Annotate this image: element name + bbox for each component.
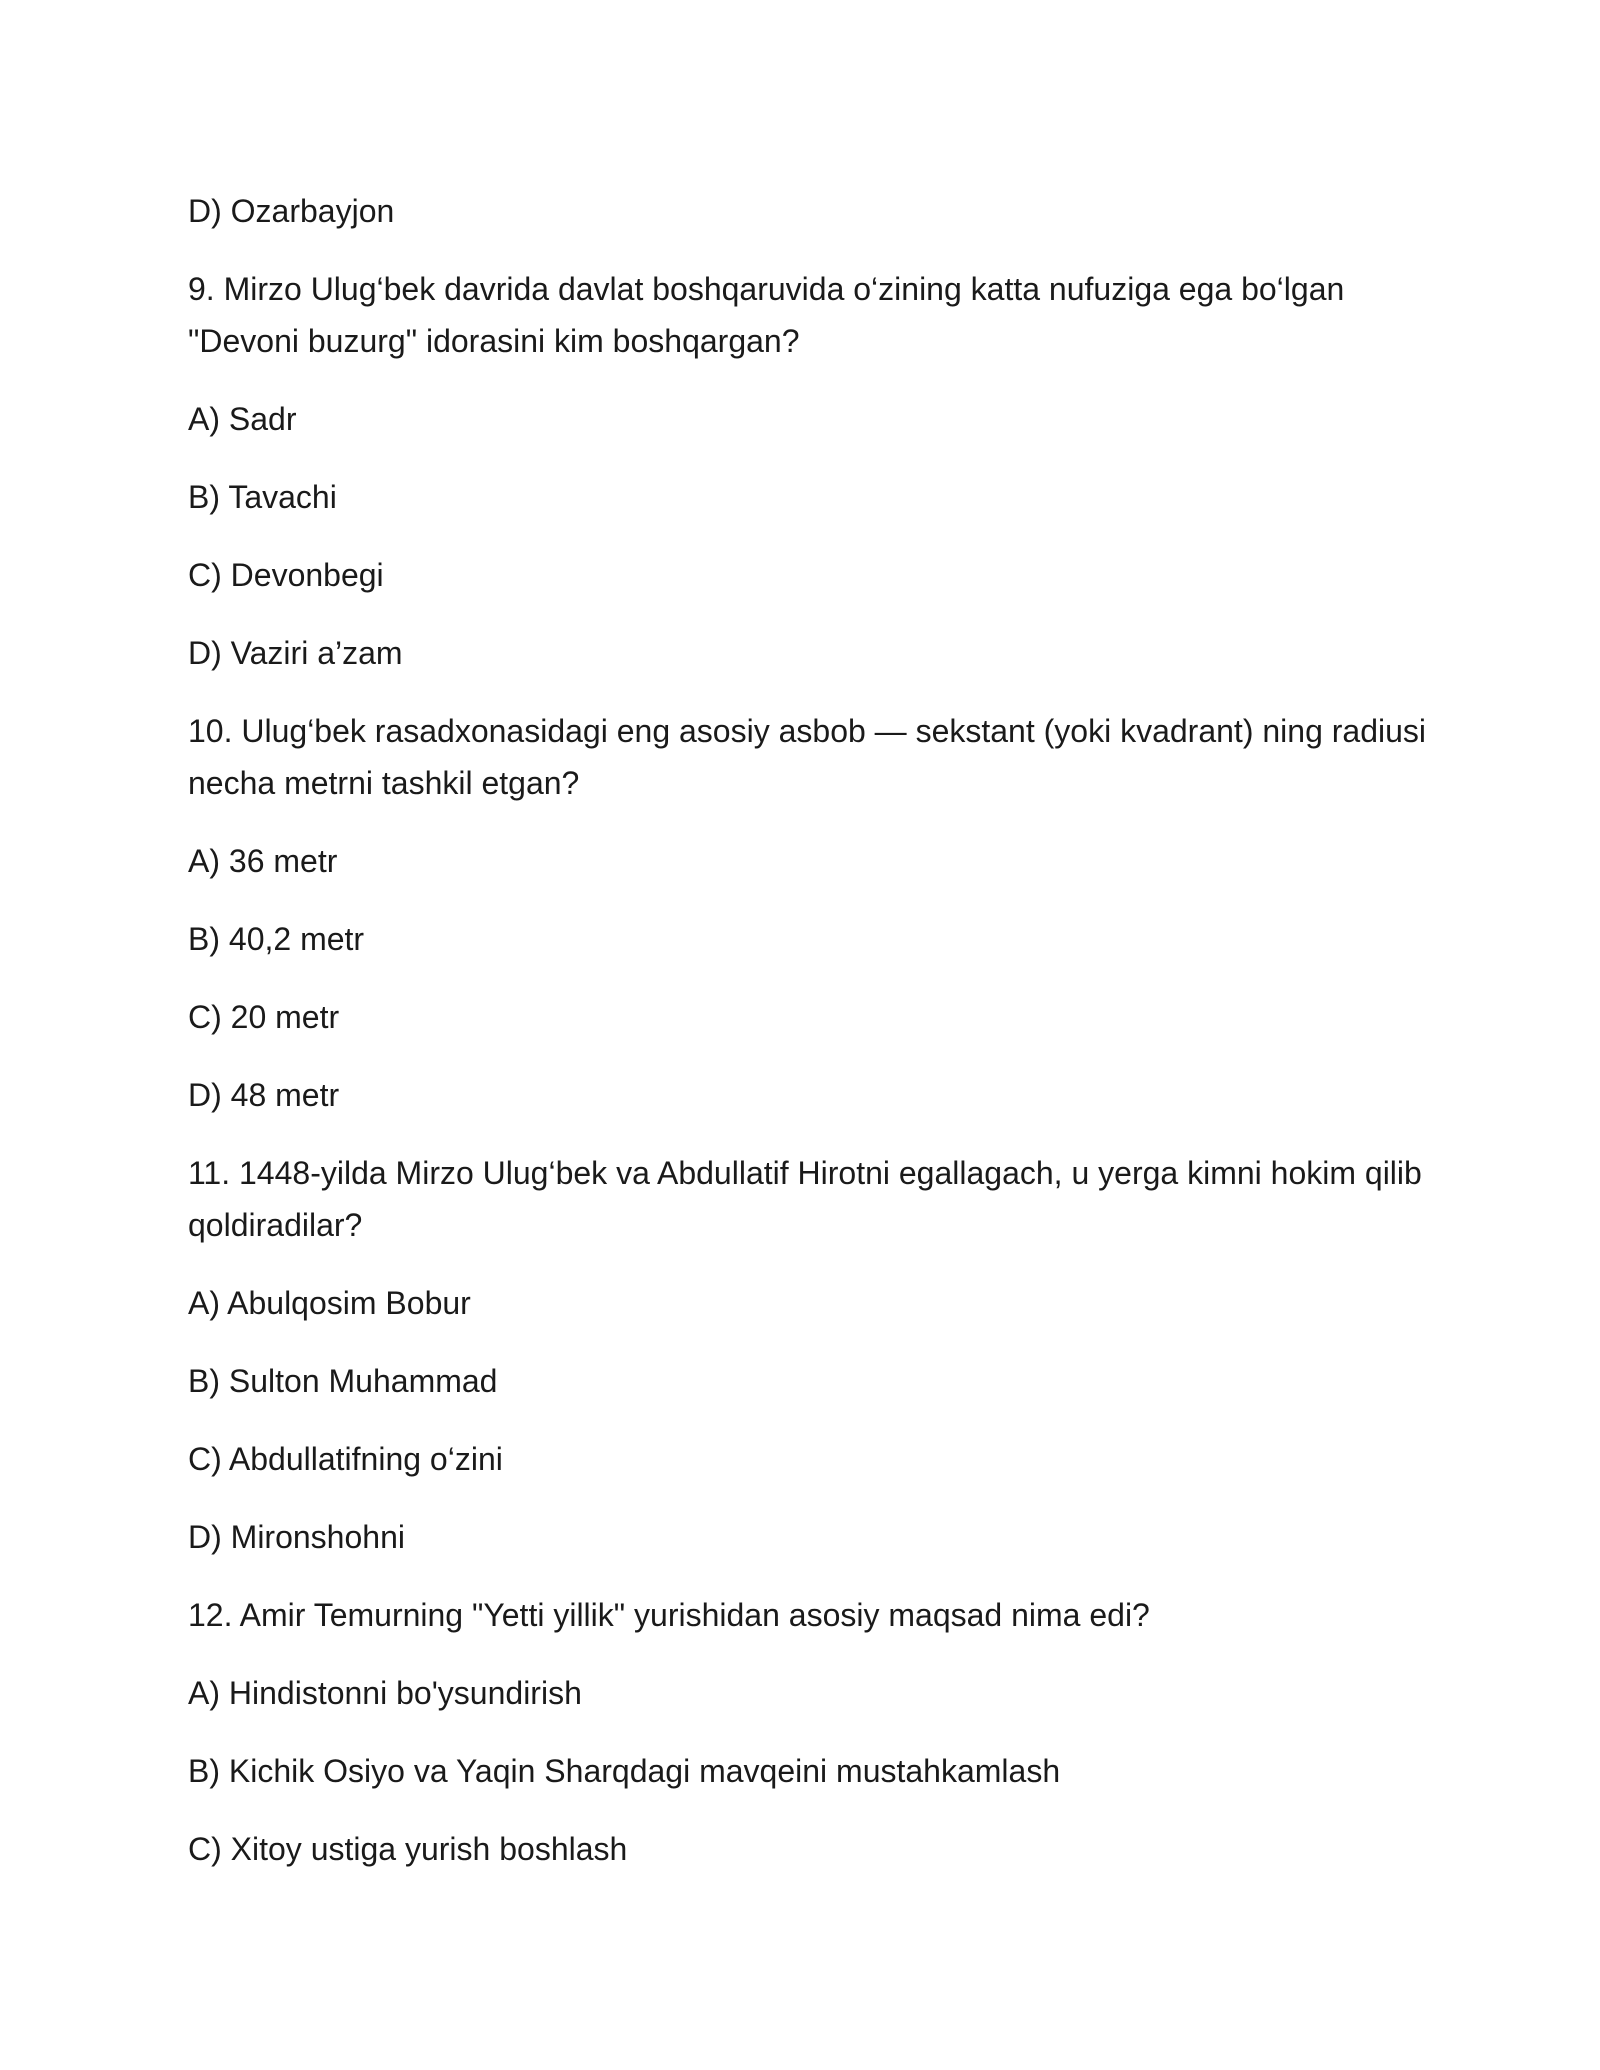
answer-option: D) 48 metr — [188, 1077, 340, 1113]
answer-option: B) Tavachi — [188, 479, 337, 515]
answer-option: C) Abdullatifning o‘zini — [188, 1441, 503, 1477]
answer-option: A) Hindistonni bo'ysundirish — [188, 1675, 582, 1711]
answer-option: B) Sulton Muhammad — [188, 1363, 498, 1399]
answer-option: B) Kichik Osiyo va Yaqin Sharqdagi mavqeini mustahkamlash — [188, 1753, 1061, 1789]
document-body — [188, 185, 1428, 1901]
answer-option: A) 36 metr — [188, 843, 338, 879]
question-text: 11. 1448-yilda Mirzo Ulug‘bek va Abdullatif Hirotni egallagach, u yerga kimni hokim qilib qoldiradilar? — [188, 1155, 1422, 1243]
question-text: 9. Mirzo Ulug‘bek davrida davlat boshqaruvida o‘zining katta nufuziga ega bo‘lgan "Devoni buzurg" idorasini kim boshqargan? — [188, 271, 1345, 359]
answer-option: C) 20 metr — [188, 999, 340, 1035]
answer-option: A) Abulqosim Bobur — [188, 1285, 471, 1321]
answer-option: D) Vaziri a’zam — [188, 635, 403, 671]
question-text: 10. Ulug‘bek rasadxonasidagi eng asosiy asbob — sekstant (yoki kvadrant) ning radiusi necha metrni tashkil etgan? — [188, 713, 1427, 801]
answer-option: D) Mironshohni — [188, 1519, 405, 1555]
answer-option: C) Devonbegi — [188, 557, 384, 593]
answer-option: D) Ozarbayjon — [188, 193, 395, 229]
answer-option: C) Xitoy ustiga yurish boshlash — [188, 1831, 628, 1867]
answer-option: B) 40,2 metr — [188, 921, 365, 957]
answer-option: A) Sadr — [188, 401, 297, 437]
question-text: 12. Amir Temurning "Yetti yillik" yurishidan asosiy maqsad nima edi? — [188, 1597, 1150, 1633]
